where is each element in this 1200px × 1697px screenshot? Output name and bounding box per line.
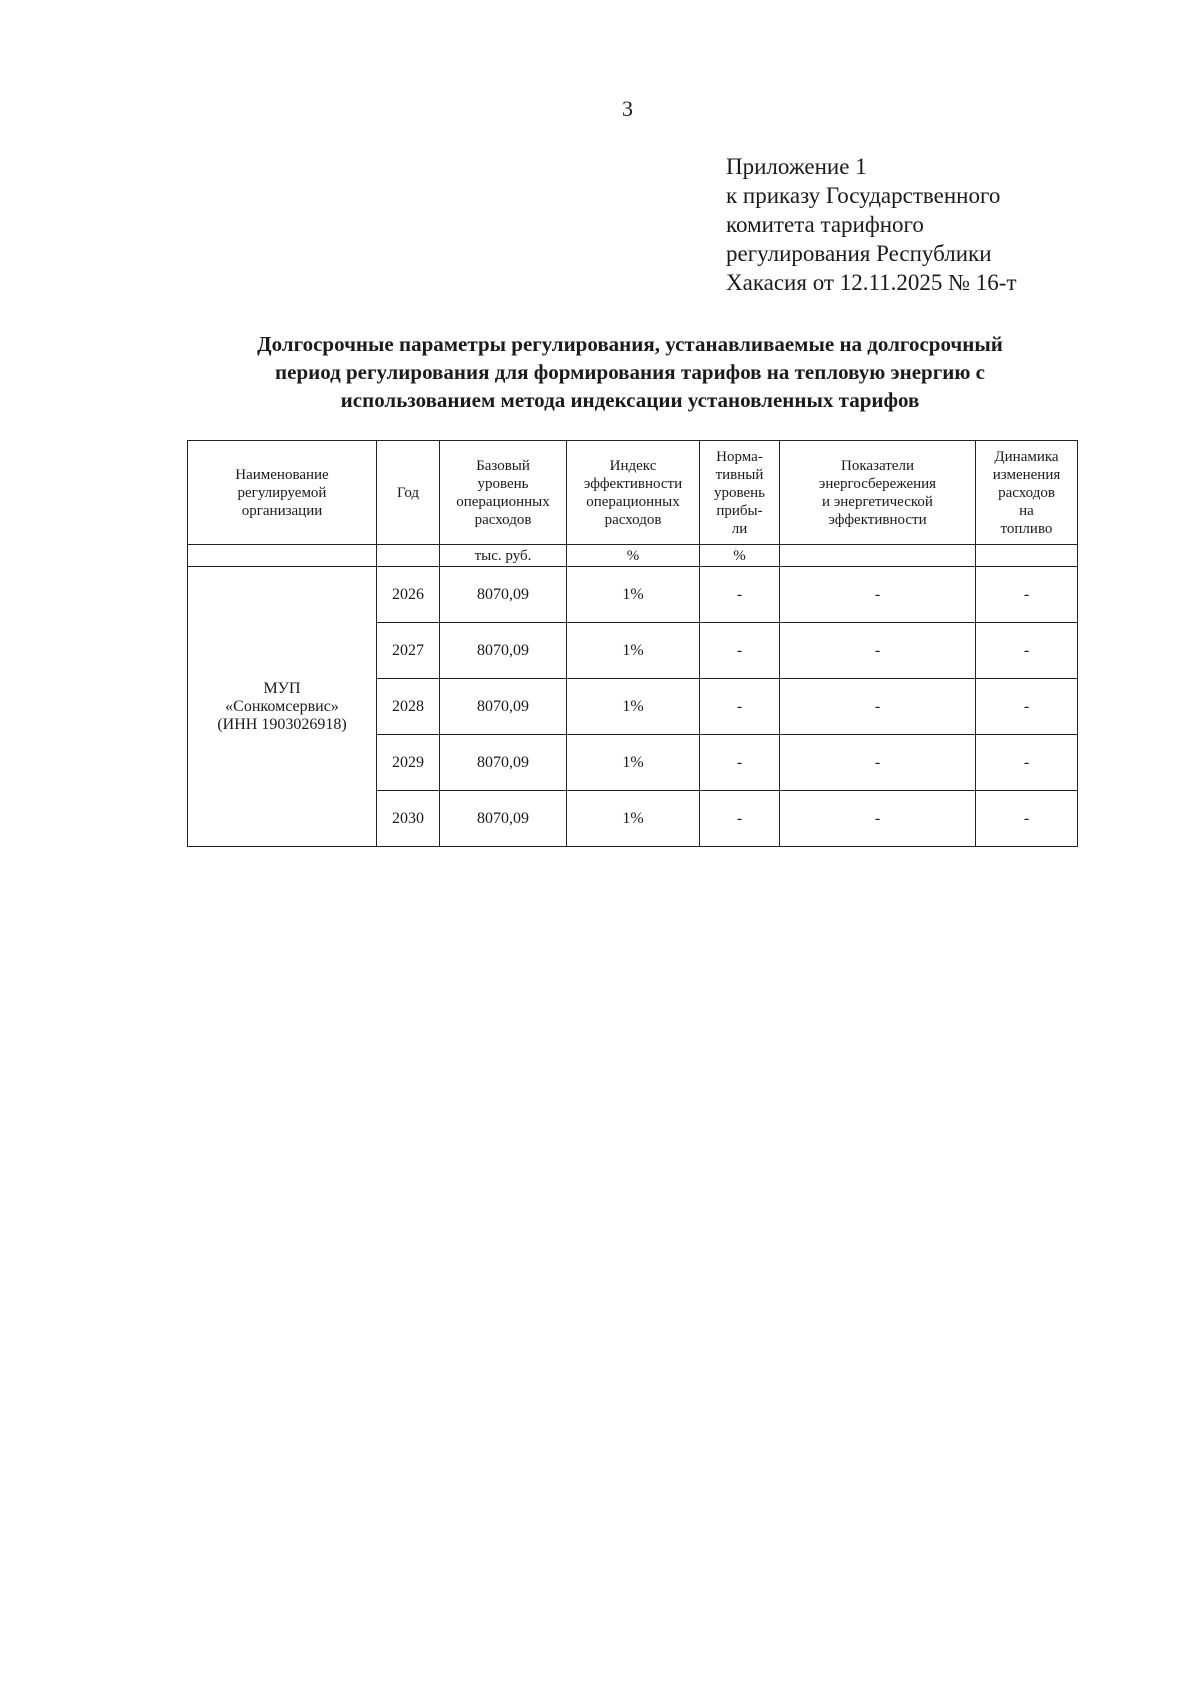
organization-cell <box>188 567 377 847</box>
header-line: Динамика <box>994 448 1059 465</box>
header-line: организации <box>241 502 323 519</box>
header-line: Норма- <box>716 448 763 465</box>
year-cell: 2027 <box>377 623 440 679</box>
appendix-line: к приказу Государственного <box>726 183 1001 208</box>
base-opex-cell: 8070,09 <box>440 735 567 791</box>
table-header-row <box>188 441 1078 545</box>
organization-line: (ИНН 1903026918) <box>217 715 347 733</box>
header-line: на <box>1019 502 1034 519</box>
efficiency-index-cell: 1% <box>567 567 700 623</box>
header-line: и энергетической <box>822 493 933 510</box>
unit-cell <box>377 545 440 567</box>
header-line: операционных <box>586 493 680 510</box>
header-line: прибы- <box>716 502 763 519</box>
normative-profit-cell: - <box>700 567 780 623</box>
header-line: уровень <box>713 484 766 501</box>
efficiency-index-cell: 1% <box>567 791 700 847</box>
efficiency-index-cell: 1% <box>567 735 700 791</box>
energy-saving-cell: - <box>780 623 976 679</box>
header-line: Показатели <box>841 457 914 474</box>
parameters-table <box>187 440 1078 847</box>
title-line: использованием метода индексации установленных тарифов <box>340 388 920 412</box>
header-efficiency-index <box>567 441 700 545</box>
fuel-dynamics-cell: - <box>976 735 1078 791</box>
efficiency-index-cell: 1% <box>567 623 700 679</box>
unit-cell <box>976 545 1078 567</box>
appendix-line: регулирования Республики <box>726 241 992 266</box>
fuel-dynamics-cell: - <box>976 679 1078 735</box>
title-line: Долгосрочные параметры регулирования, устанавливаемые на долгосрочный <box>257 332 1003 356</box>
efficiency-index-cell: 1% <box>567 679 700 735</box>
energy-saving-cell: - <box>780 735 976 791</box>
fuel-dynamics-cell: - <box>976 791 1078 847</box>
header-line: энергосбережения <box>818 475 937 492</box>
base-opex-cell: 8070,09 <box>440 791 567 847</box>
header-year <box>377 441 440 545</box>
header-line: уровень <box>477 475 529 492</box>
header-energy-saving <box>780 441 976 545</box>
year-cell: 2026 <box>377 567 440 623</box>
header-base-opex <box>440 441 567 545</box>
header-line: топливо <box>1000 520 1053 537</box>
organization-line: «Сонкомсервис» <box>225 697 339 715</box>
header-line: Индекс <box>609 457 657 474</box>
unit-cell <box>188 545 377 567</box>
normative-profit-cell: - <box>700 791 780 847</box>
header-line: расходов <box>998 484 1055 501</box>
header-line: тивный <box>715 466 764 483</box>
page-number: 3 <box>622 96 633 121</box>
header-line: расходов <box>604 511 662 528</box>
header-line: Год <box>396 484 420 501</box>
normative-profit-cell: - <box>700 679 780 735</box>
year-cell: 2029 <box>377 735 440 791</box>
document-title <box>160 330 1100 414</box>
header-line: регулируемой <box>237 484 327 501</box>
header-line: расходов <box>474 511 532 528</box>
header-line: эффективности <box>583 475 683 492</box>
fuel-dynamics-cell: - <box>976 567 1078 623</box>
year-cell: 2030 <box>377 791 440 847</box>
appendix-line: Хакасия от 12.11.2025 № 16-т <box>726 270 1017 295</box>
organization-line: МУП <box>263 679 301 697</box>
base-opex-cell: 8070,09 <box>440 623 567 679</box>
header-line: Базовый <box>476 457 530 474</box>
appendix-line: Приложение 1 <box>726 154 867 179</box>
header-line: операционных <box>456 493 550 510</box>
base-opex-cell: 8070,09 <box>440 679 567 735</box>
energy-saving-cell: - <box>780 679 976 735</box>
energy-saving-cell: - <box>780 791 976 847</box>
header-fuel-dynamics <box>976 441 1078 545</box>
header-line: изменения <box>992 466 1061 483</box>
year-cell: 2028 <box>377 679 440 735</box>
normative-profit-cell: - <box>700 735 780 791</box>
header-normative-profit <box>700 441 780 545</box>
unit-cell: тыс. руб. <box>440 545 567 567</box>
unit-cell: % <box>700 545 780 567</box>
unit-cell: % <box>567 545 700 567</box>
table-units-row <box>188 545 1078 567</box>
energy-saving-cell: - <box>780 567 976 623</box>
title-line: период регулирования для формирования тарифов на тепловую энергию с <box>275 360 985 384</box>
unit-cell <box>780 545 976 567</box>
fuel-dynamics-cell: - <box>976 623 1078 679</box>
header-organization-name <box>188 441 377 545</box>
table-row <box>188 567 1078 623</box>
normative-profit-cell: - <box>700 623 780 679</box>
header-line: ли <box>731 520 748 537</box>
base-opex-cell: 8070,09 <box>440 567 567 623</box>
header-line: эффективности <box>828 511 927 528</box>
appendix-line: комитета тарифного <box>726 212 924 237</box>
header-line: Наименование <box>235 466 329 483</box>
appendix-reference <box>726 152 1017 297</box>
